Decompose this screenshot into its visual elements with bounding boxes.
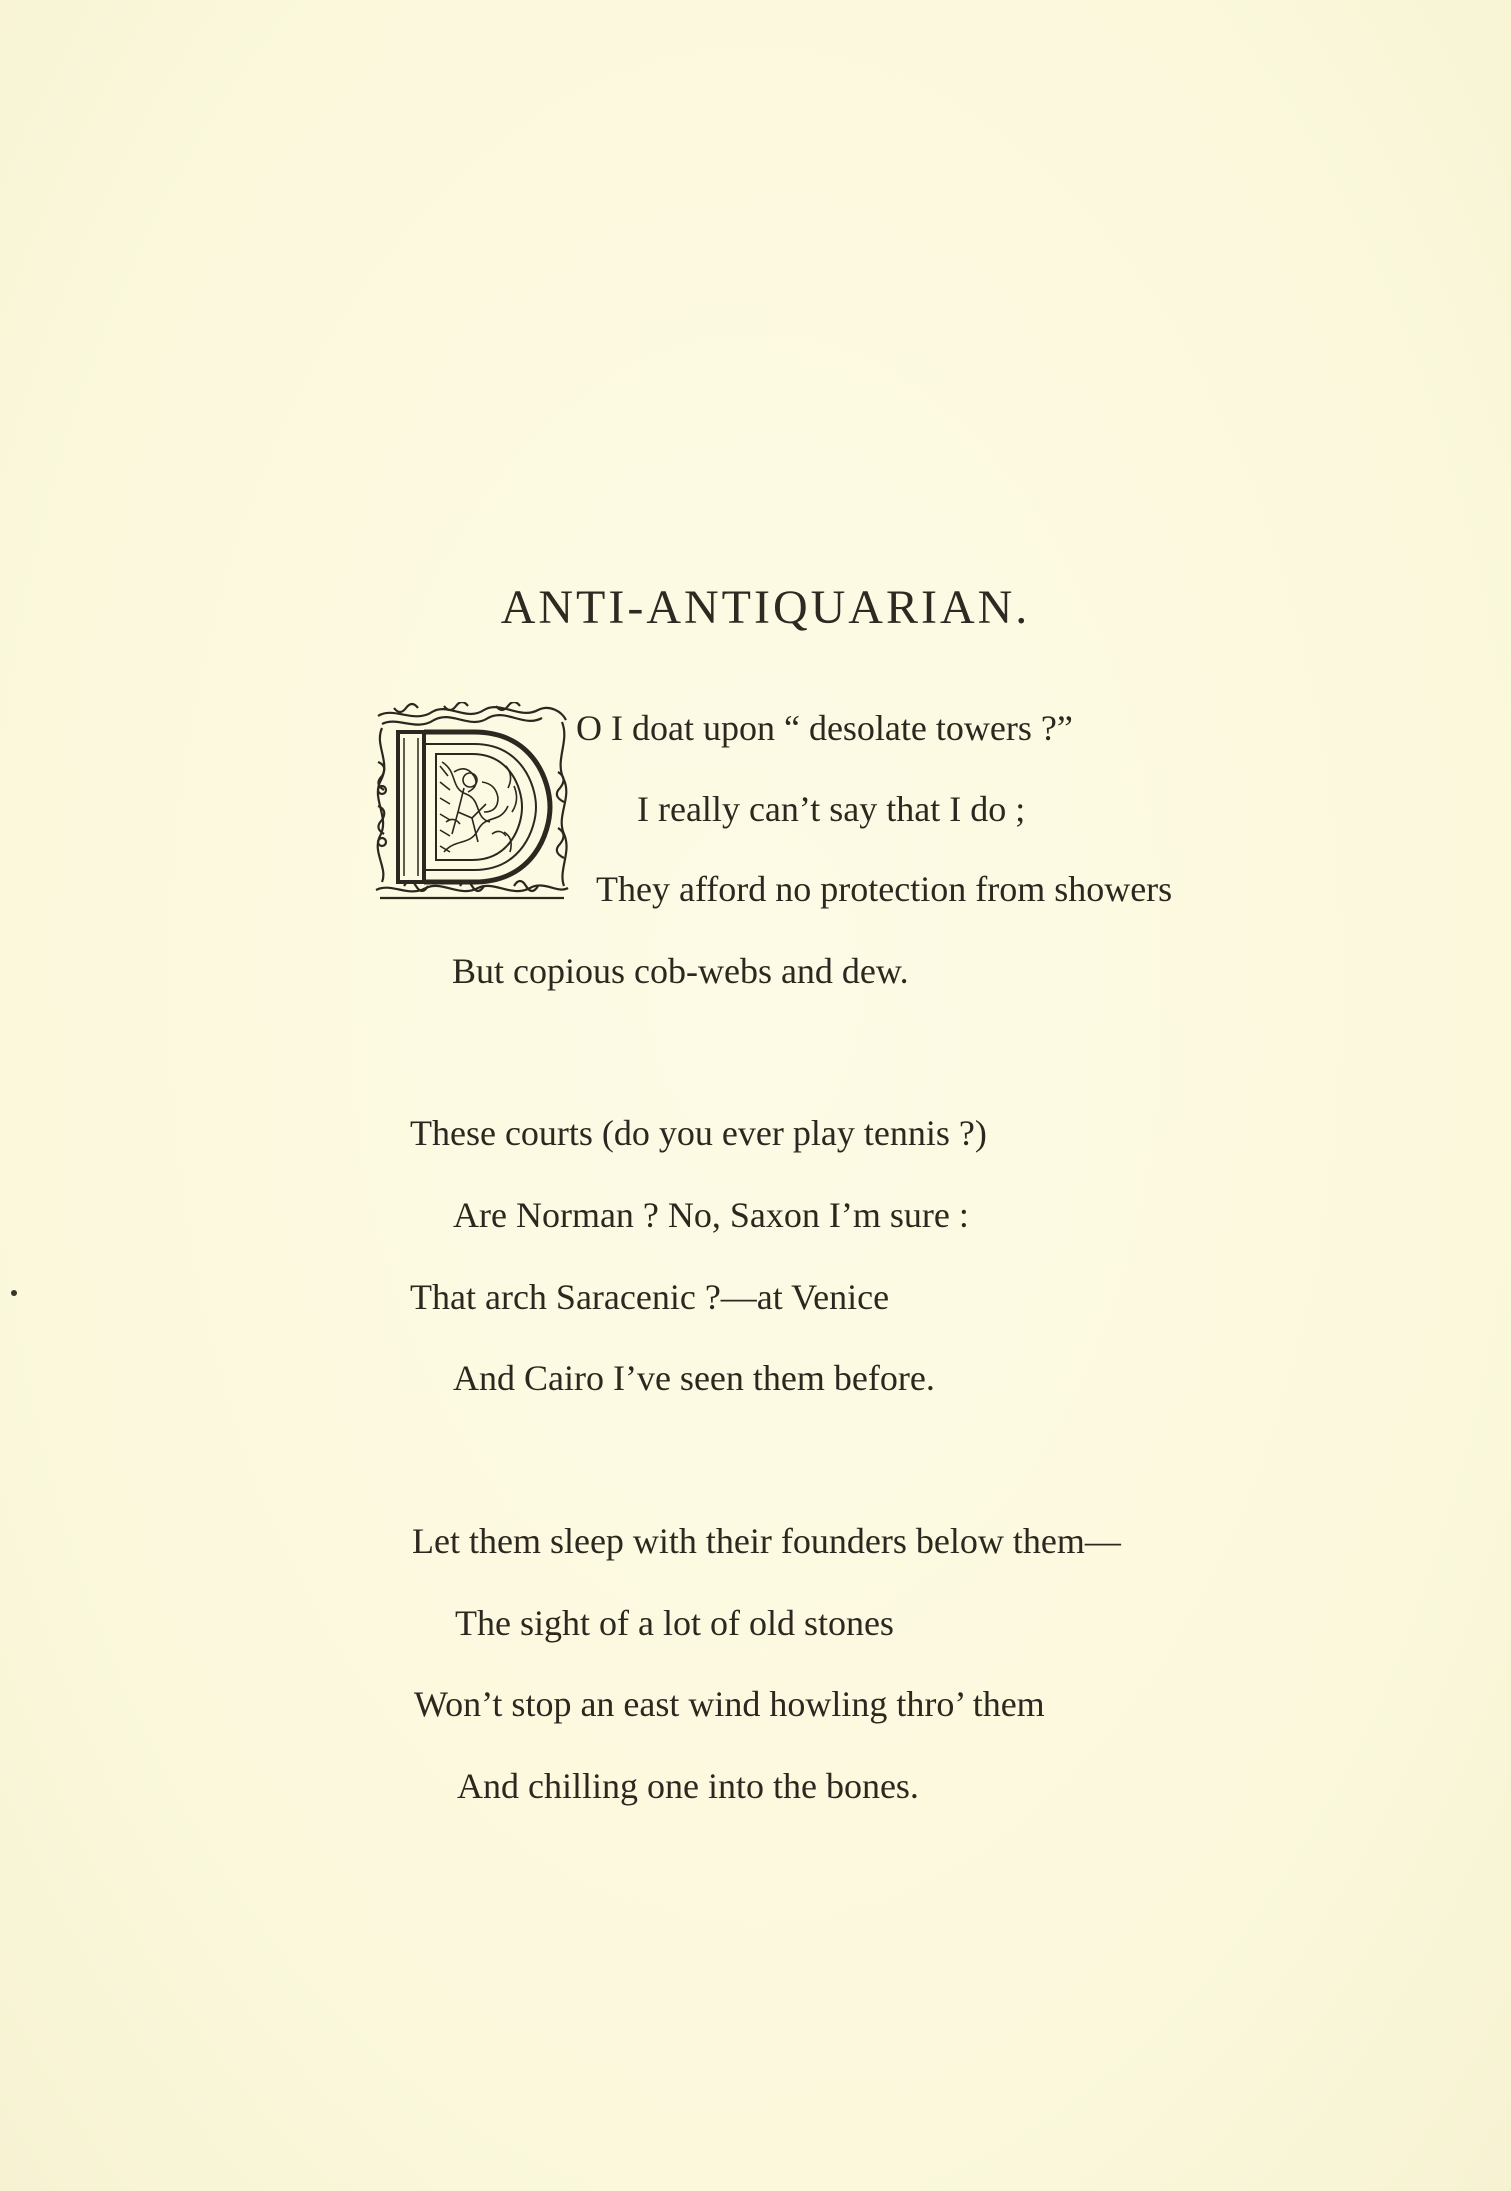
stanza-1-line-1: O I doat upon “ desolate towers ?”	[576, 708, 1073, 748]
stanza-1-line-4: But copious cob-webs and dew.	[452, 951, 909, 991]
stanza-2-line-2: Are Norman ? No, Saxon I’m sure :	[453, 1195, 969, 1235]
stanza-2-line-1: These courts (do you ever play tennis ?)	[410, 1113, 987, 1153]
stanza-3-line-4: And chilling one into the bones.	[457, 1766, 919, 1806]
poem-title: ANTI-ANTIQUARIAN.	[500, 581, 1031, 635]
stanza-2-line-3: That arch Saracenic ?—at Venice	[410, 1277, 890, 1317]
margin-speck	[11, 1290, 17, 1296]
stanza-1-line-2: I really can’t say that I do ;	[637, 789, 1026, 829]
stanza-3-line-3: Won’t stop an east wind howling thro’ them	[414, 1684, 1045, 1724]
stanza-3-line-1: Let them sleep with their founders below them—	[412, 1521, 1121, 1561]
ornamental-drop-cap-d	[374, 702, 570, 902]
stanza-2-line-4: And Cairo I’ve seen them before.	[453, 1358, 935, 1398]
stanza-1-line-3: They afford no protection from showers	[596, 869, 1173, 909]
stanza-3-line-2: The sight of a lot of old stones	[455, 1603, 894, 1643]
